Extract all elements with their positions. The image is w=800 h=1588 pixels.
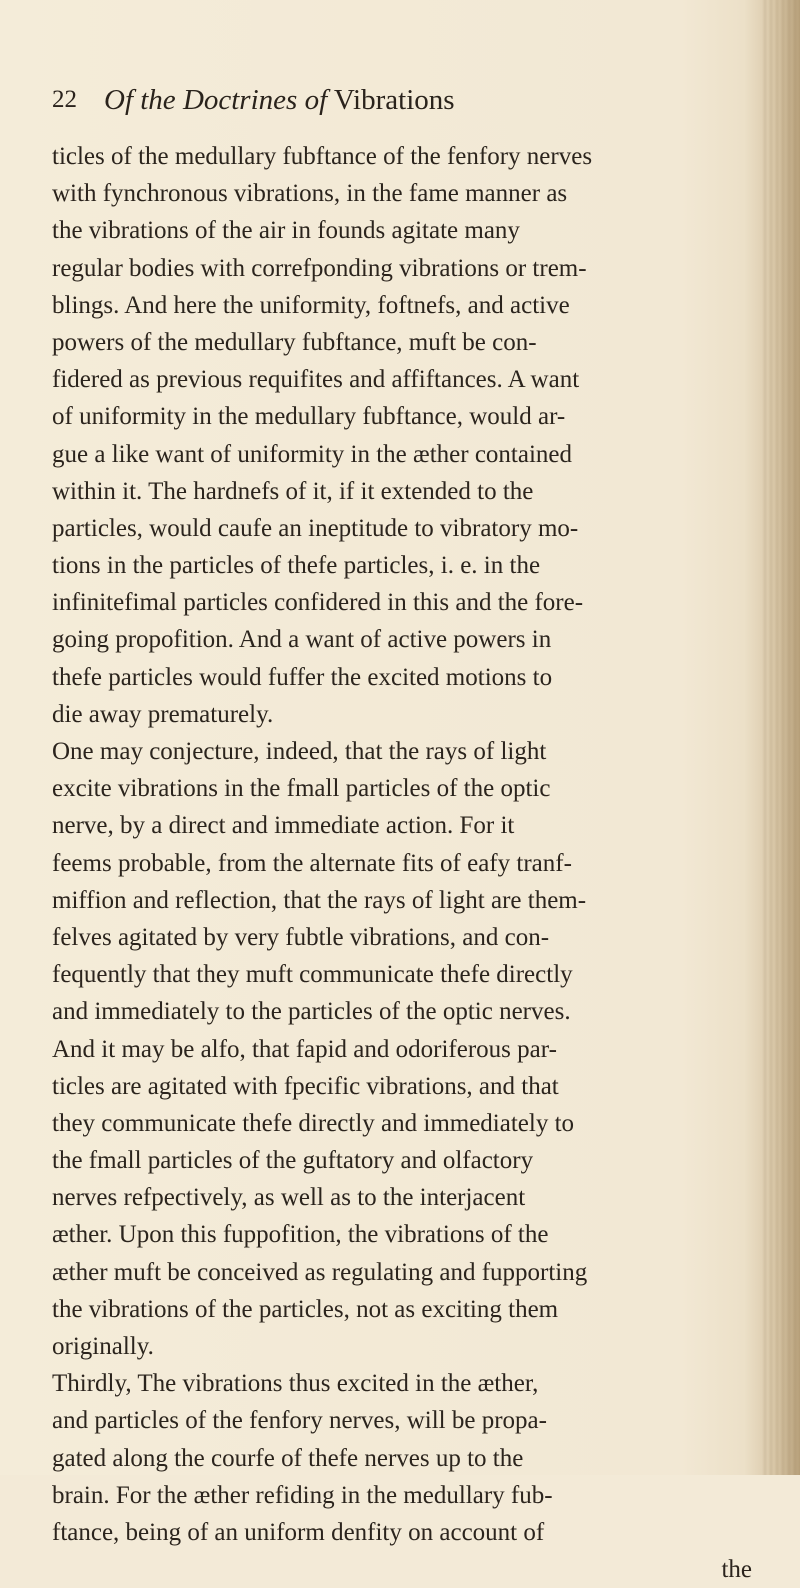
text-line: blings. And here the uniformity, foftnefs, and active [52,291,570,319]
text-line: and particles of the fenfory nerves, will be propa- [52,1407,547,1435]
text-line: regular bodies with correfponding vibrations or trem- [52,254,587,282]
text-line: ticles are agitated with fpecific vibrations, and that [52,1072,559,1100]
page-number: 22 [52,86,77,113]
text-line: gated along the courfe of thefe nerves up to the [52,1444,524,1472]
text-line: powers of the medullary fubftance, muft be con- [52,328,537,356]
text-line: with fynchronous vibrations, in the fame manner as [52,180,568,208]
header-title-of: of [304,84,328,116]
text-line: of uniformity in the medullary fubftance, would ar- [52,403,566,431]
text-line: fequently that they muft communicate thefe directly [52,961,573,989]
text-line: brain. For the æther refiding in the medullary fub- [52,1481,553,1509]
header-title-prefix: Of the [104,84,176,116]
text-line: ticles of the medullary fubftance of the fenfory nerves [52,143,593,170]
text-line: originally. [52,1333,154,1360]
running-head [52,86,692,126]
text-line: æther. Upon this fuppofition, the vibrations of the [52,1221,549,1249]
text-line: gue a like want of uniformity in the æther contained [52,440,572,468]
text-line: tions in the particles of thefe particles, i. e. in the [52,552,541,580]
header-title-subject: Vibrations [333,84,455,116]
text-line: the [721,1556,752,1584]
text-line: feems probable, from the alternate fits of eafy tranf- [52,849,572,877]
text-line: within it. The hardnefs of it, if it extended to the [52,477,534,505]
text-line: Thirdly, The vibrations thus excited in the æther, [52,1370,539,1398]
text-line: particles, would caufe an ineptitude to vibratory mo- [52,514,579,542]
text-line: nerves refpectively, as well as to the interjacent [52,1184,526,1212]
text-line: the vibrations of the particles, not as exciting them [52,1295,559,1323]
text-line: nerve, by a direct and immediate action. For it [52,812,515,840]
text-line: and immediately to the particles of the optic nerves. [52,998,571,1026]
text-line: infinitefimal particles confidered in this and the fore- [52,589,584,617]
body-text [52,138,758,1588]
text-line: going propofition. And a want of active powers in [52,626,552,654]
page-gutter-shadow [762,0,800,1475]
text-line: thefe particles would fuffer the excited motions to [52,663,553,691]
text-line: excite vibrations in the fmall particles of the optic [52,775,551,803]
text-line: the vibrations of the air in founds agitate many [52,217,520,245]
text-line: miffion and reflection, that the rays of light are them- [52,886,587,914]
text-line: the fmall particles of the guftatory and olfactory [52,1147,534,1175]
text-line: felves agitated by very fubtle vibrations, and con- [52,923,550,951]
header-title-italic: Doctrines [182,84,298,116]
text-line: they communicate thefe directly and immediately to [52,1109,575,1137]
text-line: fidered as previous requifites and affiftances. A want [52,366,580,394]
header-title [104,84,455,117]
text-line: ftance, being of an uniform denfity on account of [52,1518,545,1546]
text-line: One may conjecture, indeed, that the rays of light [52,738,547,765]
text-line: æther muft be conceived as regulating and fupporting [52,1258,588,1286]
text-line: die away prematurely. [52,700,274,728]
text-line: And it may be alfo, that fapid and odoriferous par- [52,1035,557,1063]
